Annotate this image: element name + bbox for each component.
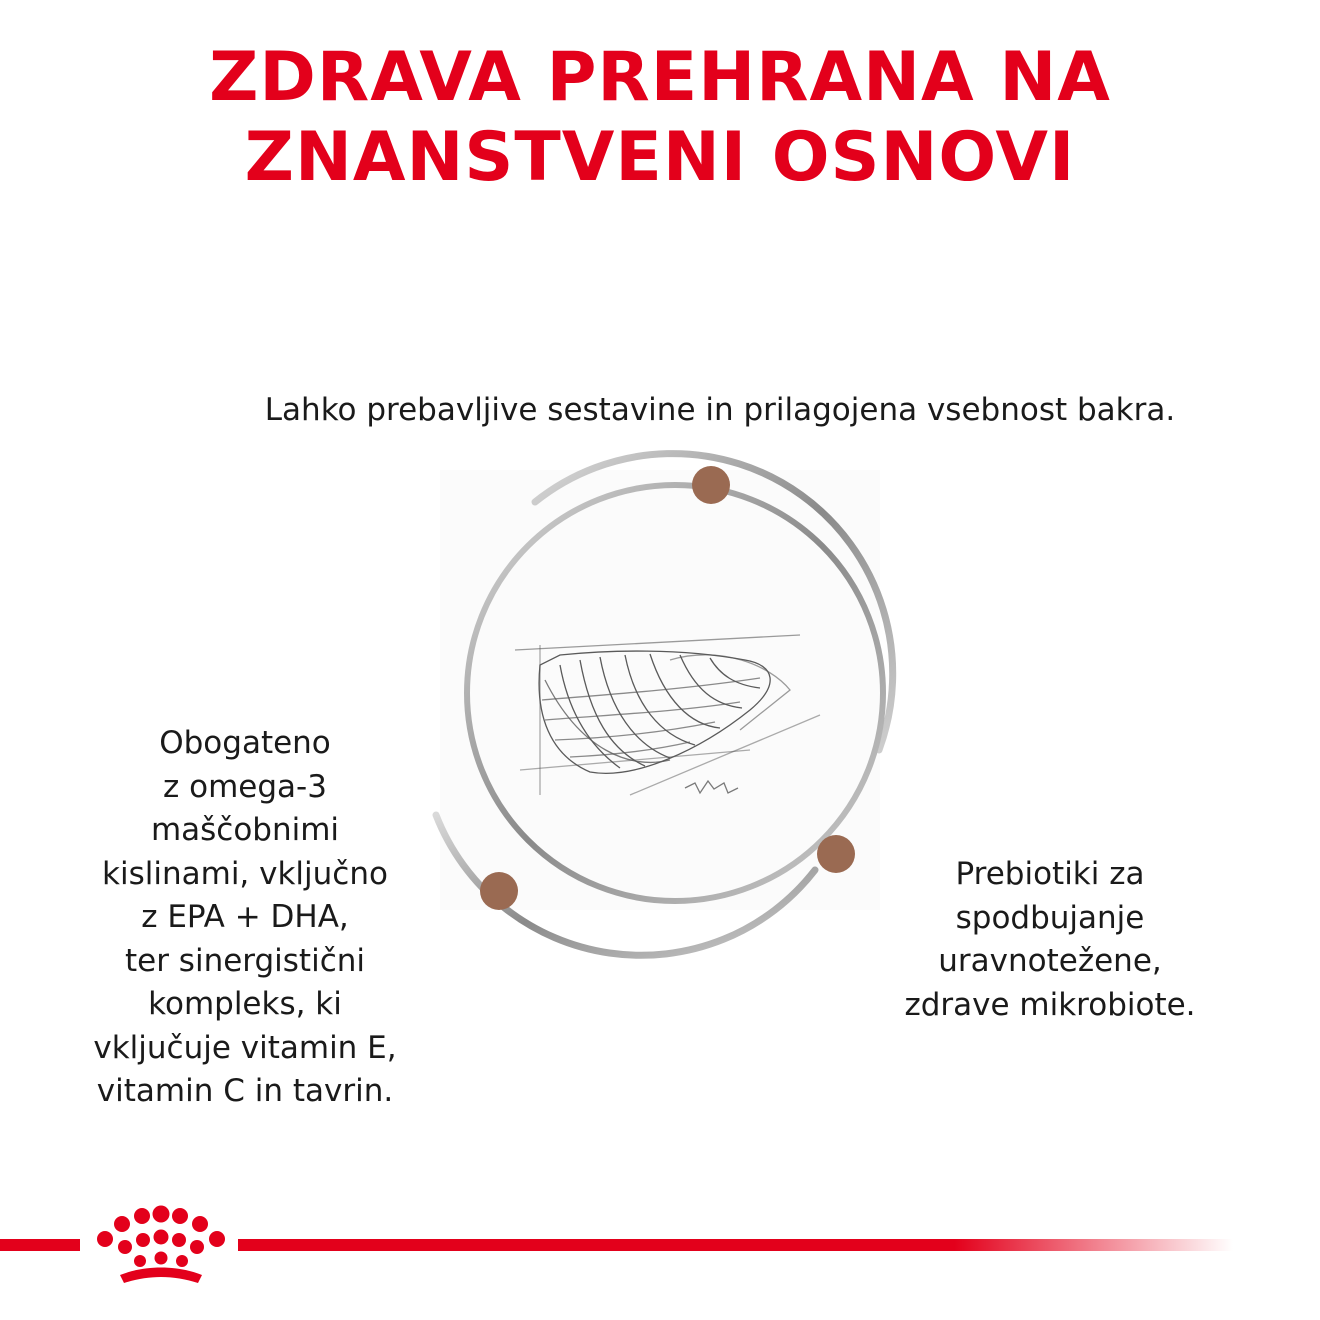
benefit-left-line: ter sinergistični [124, 942, 366, 979]
page-title [0, 38, 1320, 198]
benefit-left-line: Obogateno [159, 725, 331, 761]
dot-top [692, 466, 730, 504]
benefit-left-line: maščobnimi [150, 812, 340, 848]
benefit-left-line: z omega-3 [163, 768, 327, 805]
crown-logo-icon [97, 1206, 225, 1284]
footer-line-right [238, 1239, 1233, 1251]
benefit-left-line: vključuje vitamin E, [93, 1029, 397, 1066]
footer-graphic [0, 1195, 1320, 1305]
title-line-2: ZNANSTVENI OSNOVI [244, 118, 1076, 197]
title-line-1: ZDRAVA PREHRANA NA [209, 38, 1111, 117]
benefit-diagram-graphic [420, 450, 900, 960]
footer-band [0, 1195, 1320, 1305]
benefit-right-line: Prebiotiki za [955, 856, 1145, 892]
benefit-right-text [860, 853, 1240, 1027]
benefit-diagram [420, 450, 900, 960]
benefit-left-line: kislinami, vključno [102, 855, 388, 892]
benefit-top-text: Lahko prebavljive sestavine in prilagojena vsebnost bakra. [264, 392, 1176, 428]
benefit-left-line: z EPA + DHA, [141, 899, 349, 935]
benefit-left-line: vitamin C in tavrin. [96, 1073, 394, 1109]
benefit-right-line: spodbujanje [955, 899, 1145, 936]
benefit-left-text [40, 722, 450, 1114]
dot-left [480, 872, 518, 910]
benefit-left-line: kompleks, ki [148, 986, 342, 1022]
benefit-right-line: zdrave mikrobiote. [904, 986, 1196, 1023]
dot-right [817, 835, 855, 873]
footer-line-left [0, 1239, 80, 1251]
benefit-right-line: uravnotežene, [938, 943, 1162, 979]
